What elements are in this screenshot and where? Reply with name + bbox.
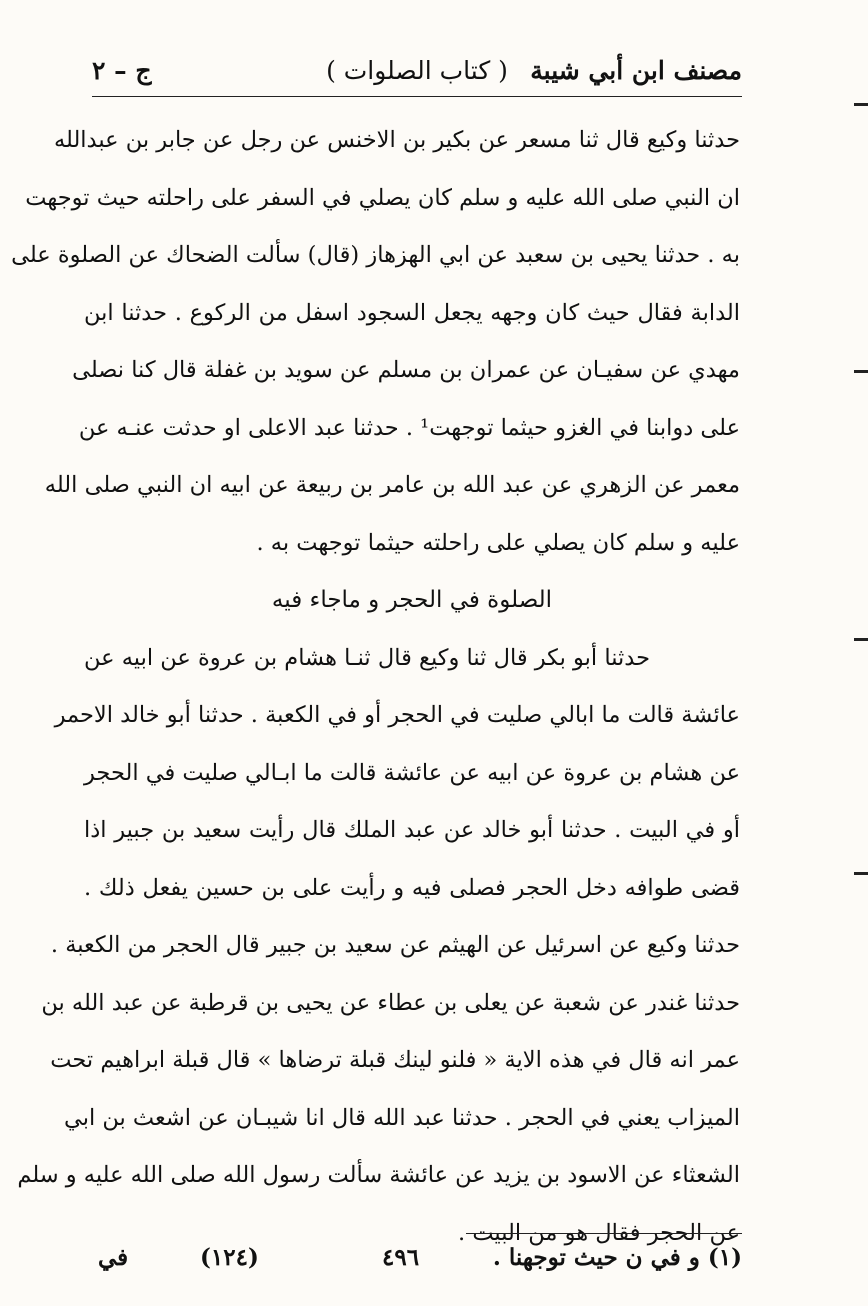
- text-line: حدثنا أبو بكر قال ثنا وكيع قال ثنـا هشام بن عروة عن ابيه عن: [84, 644, 650, 671]
- running-header: [92, 52, 742, 96]
- text-line: حدثنا وكيع عن اسرئيل عن الهيثم عن سعيد بن جبير قال الحجر من الكعبة .: [50, 932, 740, 958]
- text-line: عليه و سلم كان يصلي على راحلته حيثما توجهت به .: [256, 529, 740, 556]
- text-line: عمر انه قال في هذه الاية « فلنو لينك قبلة ترضاها » قال قبلة ابراهيم تحت: [50, 1047, 740, 1073]
- text-line: حدثنا غندر عن شعبة عن يعلى بن عطاء عن يحيى بن قرطبة عن عبد الله بن: [41, 989, 740, 1016]
- text-line: عائشة قالت ما ابالي صليت في الحجر أو في الكعبة . حدثنا أبو خالد الاحمر: [54, 702, 740, 728]
- margin-mark: [854, 872, 868, 875]
- footnote-rule: [466, 1233, 742, 1234]
- text-line: معمر عن الزهري عن عبد الله بن عامر بن ربيعة عن ابيه ان النبي صلى الله: [44, 472, 740, 498]
- text-line: على دوابنا في الغزو حيثما توجهت¹ . حدثنا عبد الاعلى او حدثت عنـه عن: [78, 414, 740, 441]
- section-heading: الصلوة في الحجر و ماجاء فيه: [271, 587, 553, 613]
- text-line: عن هشام بن عروة عن ابيه عن عائشة قالت ما ابـالي صليت في الحجر: [84, 759, 740, 786]
- footnote: (١) و في ن حيث توجهنا .: [492, 1244, 742, 1271]
- margin-mark: [854, 370, 868, 373]
- text-line: أو في البيت . حدثنا أبو خالد عن عبد الملك قال رأيت سعيد بن جبير اذا: [84, 817, 740, 843]
- chapter-title: ( كتاب الصلوات ): [326, 56, 508, 85]
- volume-number: ج – ٢: [92, 56, 152, 85]
- text-line: ان النبي صلى الله عليه و سلم كان يصلي في السفر على راحلته حيث توجهت: [25, 184, 740, 211]
- page-number: ٤٩٦: [382, 1244, 420, 1271]
- margin-mark: [854, 103, 868, 106]
- sequence-number: (١٢٤): [200, 1244, 259, 1271]
- text-line: الميزاب يعني في الحجر . حدثنا عبد الله قال انا شيبـان عن اشعث بن ابي: [63, 1104, 740, 1131]
- text-line: الدابة فقال حيث كان وجهه يجعل السجود اسفل من الركوع . حدثنا ابن: [84, 299, 740, 326]
- text-line: قضى طوافه دخل الحجر فصلى فيه و رأيت على بن حسين يفعل ذلك .: [84, 874, 740, 901]
- book-title: مصنف ابن أبي شيبة: [530, 56, 742, 85]
- margin-mark: [854, 638, 868, 641]
- text-line: مهدي عن سفيـان عن عمران بن مسلم عن سويد بن غفلة قال كنا نصلى: [72, 357, 740, 383]
- text-line: به . حدثنا يحيى بن سعبد عن ابي الهزهاز (قال) سألت الضحاك عن الصلوة على: [11, 242, 740, 268]
- body-text: [11, 112, 740, 1262]
- page-footer: [92, 1244, 742, 1284]
- text-line: عن الحجر فقال هو من البيت .: [458, 1219, 740, 1246]
- text-line: حدثنا وكيع قال ثنا مسعر عن بكير بن الاخنس عن رجل عن جابر بن عبدالله: [53, 127, 740, 153]
- text-line: الشعثاء عن الاسود بن يزيد عن عائشة سألت رسول الله صلى الله عليه و سلم: [17, 1162, 740, 1188]
- catchword: في: [98, 1244, 129, 1271]
- header-rule: [92, 96, 742, 97]
